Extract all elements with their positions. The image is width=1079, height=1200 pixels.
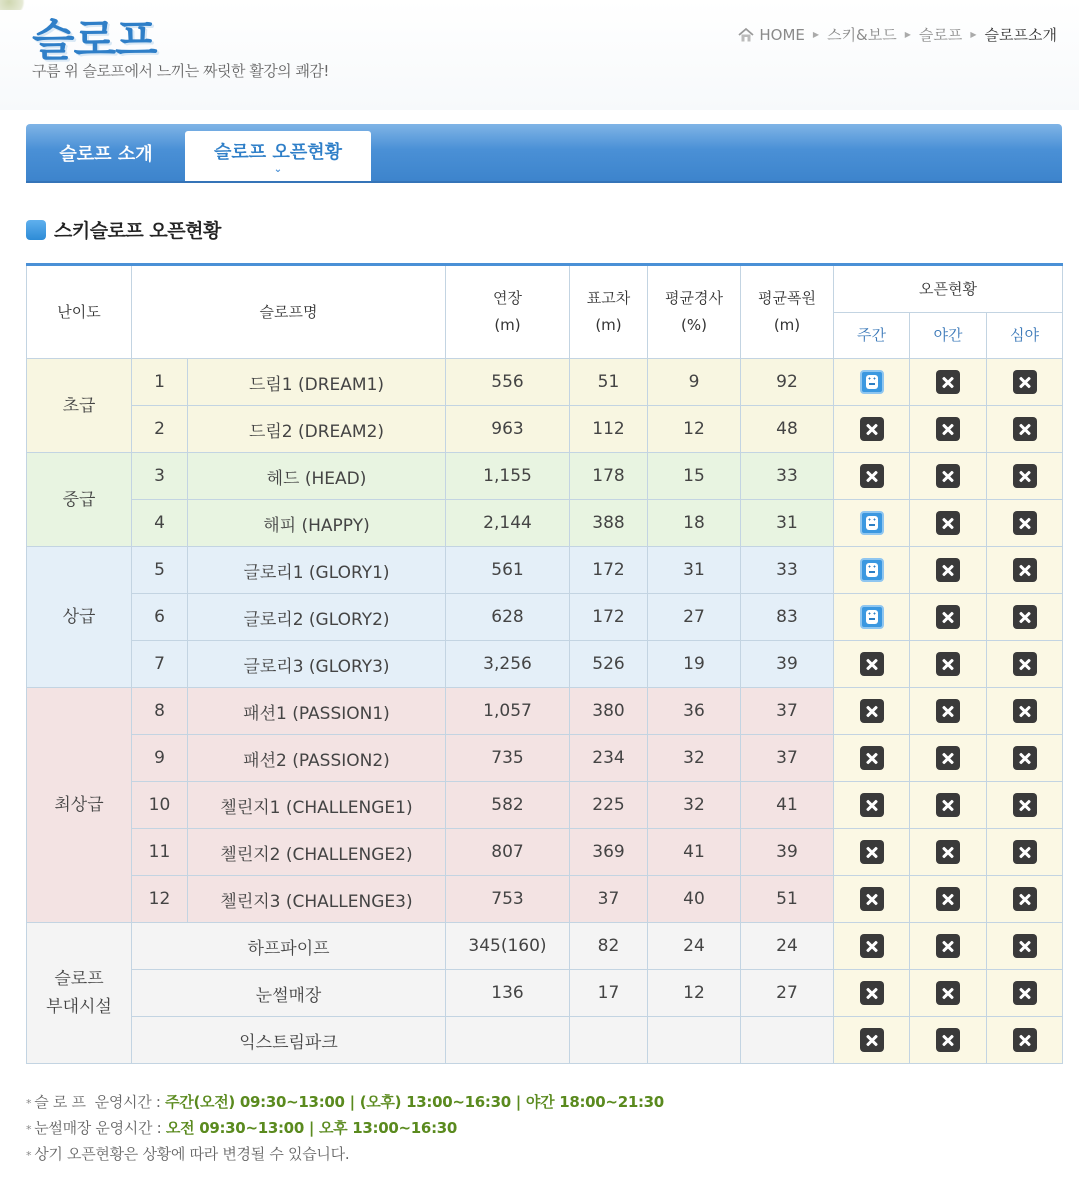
breadcrumb-separator-icon: ▶ — [904, 30, 911, 39]
table-row — [27, 829, 1063, 876]
header-drop-label: 표고차 — [586, 289, 631, 307]
slope-drop: 51 — [570, 359, 648, 406]
status-day — [834, 359, 910, 406]
facility-drop: 17 — [570, 970, 648, 1017]
table-row — [27, 547, 1063, 594]
slope-number: 1 — [132, 359, 188, 406]
slope-number: 2 — [132, 406, 188, 453]
slope-drop: 172 — [570, 594, 648, 641]
facility-length: 136 — [446, 970, 570, 1017]
slope-width: 92 — [741, 359, 834, 406]
breadcrumb-separator-icon: ▶ — [970, 30, 977, 39]
status-night — [910, 453, 987, 500]
page-title: 슬로프 — [32, 15, 157, 66]
status-late-night — [987, 829, 1063, 876]
table-row — [27, 876, 1063, 923]
slope-gradient: 9 — [648, 359, 741, 406]
header-day: 주간 — [834, 313, 910, 359]
slope-gradient: 12 — [648, 406, 741, 453]
header-night: 야간 — [910, 313, 987, 359]
slope-number: 8 — [132, 688, 188, 735]
x-closed-icon — [936, 417, 960, 441]
slope-width: 33 — [741, 453, 834, 500]
breadcrumb-ski-board[interactable]: 스키&보드 — [827, 26, 897, 44]
status-night — [910, 829, 987, 876]
slope-gradient: 36 — [648, 688, 741, 735]
status-late-night — [987, 970, 1063, 1017]
slope-width: 33 — [741, 547, 834, 594]
note-bullet: * — [26, 1149, 32, 1162]
slope-width: 39 — [741, 641, 834, 688]
slope-status-table — [26, 263, 1063, 1064]
x-closed-icon — [1013, 370, 1037, 394]
x-closed-icon — [1013, 605, 1037, 629]
facility-length: 345(160) — [446, 923, 570, 970]
smiley-open-icon — [860, 370, 884, 394]
x-closed-icon — [860, 417, 884, 441]
breadcrumb — [737, 24, 1057, 45]
page-subtitle: 구름 위 슬로프에서 느끼는 짜릿한 활강의 쾌감! — [32, 62, 329, 80]
status-day — [834, 641, 910, 688]
note-bullet: * — [26, 1097, 32, 1110]
header-width — [741, 265, 834, 359]
slope-length: 561 — [446, 547, 570, 594]
x-closed-icon — [1013, 417, 1037, 441]
note-operating-hours — [26, 1090, 664, 1116]
table-row — [27, 641, 1063, 688]
x-closed-icon — [1013, 934, 1037, 958]
tab-slope-intro[interactable] — [26, 124, 186, 181]
slope-width: 41 — [741, 782, 834, 829]
status-late-night — [987, 641, 1063, 688]
slope-drop: 369 — [570, 829, 648, 876]
header-level: 난이도 — [27, 265, 132, 359]
slope-number: 6 — [132, 594, 188, 641]
breadcrumb-slope[interactable]: 슬로프 — [918, 26, 963, 44]
slope-number: 5 — [132, 547, 188, 594]
x-closed-icon — [1013, 558, 1037, 582]
slope-gradient: 31 — [648, 547, 741, 594]
slope-width: 48 — [741, 406, 834, 453]
x-closed-icon — [936, 887, 960, 911]
home-icon[interactable] — [737, 26, 755, 44]
facility-width — [741, 1017, 834, 1064]
status-late-night — [987, 500, 1063, 547]
x-closed-icon — [1013, 511, 1037, 535]
x-closed-icon — [860, 699, 884, 723]
slope-drop: 178 — [570, 453, 648, 500]
status-night — [910, 735, 987, 782]
x-closed-icon — [1013, 464, 1037, 488]
header-slope-label: 평균경사 — [665, 289, 723, 307]
note-value: 주간(오전) 09:30~13:00 | (오후) 13:00~16:30 | 야간 18:00~21:30 — [165, 1093, 664, 1111]
breadcrumb-separator-icon: ▶ — [812, 30, 820, 39]
x-closed-icon — [1013, 981, 1037, 1005]
slope-name: 첼린지2 (CHALLENGE2) — [188, 829, 446, 876]
facility-name: 하프파이프 — [132, 923, 446, 970]
slope-gradient: 32 — [648, 735, 741, 782]
table-row — [27, 735, 1063, 782]
status-day — [834, 594, 910, 641]
table-row — [27, 500, 1063, 547]
header-length-label: 연장 — [493, 289, 522, 307]
table-row — [27, 359, 1063, 406]
slope-length: 582 — [446, 782, 570, 829]
note-bullet: * — [26, 1123, 32, 1136]
square-bullet-icon — [26, 220, 46, 240]
note-label: 눈썰매장 운영시간 : — [34, 1119, 166, 1137]
note-value: 오전 09:30~13:00 | 오후 13:00~16:30 — [165, 1119, 458, 1137]
table-row — [27, 594, 1063, 641]
status-night — [910, 782, 987, 829]
note-text: 상기 오픈현황은 상황에 따라 변경될 수 있습니다. — [34, 1145, 350, 1163]
slope-name: 해피 (HAPPY) — [188, 500, 446, 547]
status-night — [910, 1017, 987, 1064]
x-closed-icon — [1013, 699, 1037, 723]
smiley-open-icon — [860, 511, 884, 535]
tab-label: 슬로프 소개 — [59, 143, 153, 165]
slope-width: 31 — [741, 500, 834, 547]
status-night — [910, 594, 987, 641]
x-closed-icon — [936, 558, 960, 582]
slope-width: 83 — [741, 594, 834, 641]
slope-drop: 234 — [570, 735, 648, 782]
slope-width: 51 — [741, 876, 834, 923]
slope-drop: 172 — [570, 547, 648, 594]
x-closed-icon — [936, 652, 960, 676]
header-open-status: 오픈현황 — [834, 265, 1063, 313]
x-closed-icon — [936, 511, 960, 535]
note-label: 슬 로 프 운영시간 : — [34, 1093, 166, 1111]
status-late-night — [987, 782, 1063, 829]
status-night — [910, 688, 987, 735]
x-closed-icon — [860, 981, 884, 1005]
slope-name: 드림2 (DREAM2) — [188, 406, 446, 453]
status-night — [910, 359, 987, 406]
slope-name: 글로리2 (GLORY2) — [188, 594, 446, 641]
slope-gradient: 18 — [648, 500, 741, 547]
slope-length: 753 — [446, 876, 570, 923]
page-header — [0, 0, 1079, 110]
status-late-night — [987, 923, 1063, 970]
level-expert: 최상급 — [27, 688, 132, 923]
slope-length: 1,057 — [446, 688, 570, 735]
table-row — [27, 782, 1063, 829]
x-closed-icon — [860, 887, 884, 911]
status-late-night — [987, 594, 1063, 641]
slope-gradient: 41 — [648, 829, 741, 876]
x-closed-icon — [860, 746, 884, 770]
table-row — [27, 688, 1063, 735]
table-row — [27, 406, 1063, 453]
notes — [26, 1090, 664, 1168]
slope-gradient: 32 — [648, 782, 741, 829]
x-closed-icon — [860, 793, 884, 817]
section-heading — [26, 216, 221, 243]
slope-width: 37 — [741, 688, 834, 735]
x-closed-icon — [860, 840, 884, 864]
slope-number: 10 — [132, 782, 188, 829]
slope-gradient: 40 — [648, 876, 741, 923]
decoration-image — [0, 0, 30, 10]
status-night — [910, 876, 987, 923]
slope-length: 807 — [446, 829, 570, 876]
slope-name: 드림1 (DREAM1) — [188, 359, 446, 406]
table-row — [27, 923, 1063, 970]
chevron-down-icon: ⌄ — [273, 164, 283, 175]
status-night — [910, 406, 987, 453]
slope-name: 패션2 (PASSION2) — [188, 735, 446, 782]
status-day — [834, 735, 910, 782]
slope-length: 2,144 — [446, 500, 570, 547]
breadcrumb-home[interactable]: HOME — [759, 25, 805, 44]
level-beginner: 초급 — [27, 359, 132, 453]
header-length — [446, 265, 570, 359]
slope-width: 37 — [741, 735, 834, 782]
status-late-night — [987, 1017, 1063, 1064]
slope-drop: 112 — [570, 406, 648, 453]
slope-gradient: 15 — [648, 453, 741, 500]
facility-drop — [570, 1017, 648, 1064]
level-facility-line2: 부대시설 — [46, 997, 112, 1017]
x-closed-icon — [1013, 652, 1037, 676]
slope-number: 4 — [132, 500, 188, 547]
slope-length: 556 — [446, 359, 570, 406]
status-day — [834, 1017, 910, 1064]
status-day — [834, 406, 910, 453]
x-closed-icon — [936, 1028, 960, 1052]
slope-name: 글로리3 (GLORY3) — [188, 641, 446, 688]
breadcrumb-current[interactable]: 슬로프소개 — [984, 26, 1057, 44]
x-closed-icon — [1013, 1028, 1037, 1052]
x-closed-icon — [1013, 746, 1037, 770]
status-late-night — [987, 359, 1063, 406]
slope-length: 3,256 — [446, 641, 570, 688]
slope-width: 39 — [741, 829, 834, 876]
tab-bar — [26, 124, 1062, 181]
facility-length — [446, 1017, 570, 1064]
note-sled-hours — [26, 1116, 664, 1142]
status-day — [834, 782, 910, 829]
x-closed-icon — [1013, 887, 1037, 911]
slope-drop: 225 — [570, 782, 648, 829]
slope-gradient: 27 — [648, 594, 741, 641]
facility-width: 24 — [741, 923, 834, 970]
slope-gradient: 19 — [648, 641, 741, 688]
level-facility-line1: 슬로프 — [54, 969, 104, 989]
header-drop — [570, 265, 648, 359]
table-row — [27, 453, 1063, 500]
x-closed-icon — [936, 934, 960, 958]
slope-number: 7 — [132, 641, 188, 688]
status-day — [834, 500, 910, 547]
slope-name: 글로리1 (GLORY1) — [188, 547, 446, 594]
header-slope — [648, 265, 741, 359]
status-late-night — [987, 406, 1063, 453]
facility-width: 27 — [741, 970, 834, 1017]
status-day — [834, 547, 910, 594]
facility-gradient: 24 — [648, 923, 741, 970]
facility-gradient — [648, 1017, 741, 1064]
x-closed-icon — [936, 699, 960, 723]
status-day — [834, 970, 910, 1017]
x-closed-icon — [1013, 793, 1037, 817]
status-night — [910, 500, 987, 547]
slope-drop: 37 — [570, 876, 648, 923]
smiley-open-icon — [860, 605, 884, 629]
note-disclaimer — [26, 1142, 664, 1168]
table-row — [27, 1017, 1063, 1064]
x-closed-icon — [936, 840, 960, 864]
header-length-unit: (m) — [494, 316, 521, 334]
slope-number: 9 — [132, 735, 188, 782]
table-body — [27, 359, 1063, 1064]
tab-label: 슬로프 오픈현황 — [214, 142, 342, 163]
status-night — [910, 641, 987, 688]
slope-length: 1,155 — [446, 453, 570, 500]
status-late-night — [987, 688, 1063, 735]
status-day — [834, 876, 910, 923]
slope-name: 패션1 (PASSION1) — [188, 688, 446, 735]
header-width-label: 평균폭원 — [758, 289, 816, 307]
tab-slope-open-status[interactable] — [185, 131, 371, 181]
facility-name: 눈썰매장 — [132, 970, 446, 1017]
x-closed-icon — [860, 652, 884, 676]
status-late-night — [987, 735, 1063, 782]
x-closed-icon — [936, 981, 960, 1005]
slope-name: 첼린지1 (CHALLENGE1) — [188, 782, 446, 829]
level-intermediate: 중급 — [27, 453, 132, 547]
x-closed-icon — [936, 370, 960, 394]
level-advanced: 상급 — [27, 547, 132, 688]
x-closed-icon — [936, 793, 960, 817]
header-slope-name: 슬로프명 — [132, 265, 446, 359]
smiley-open-icon — [860, 558, 884, 582]
facility-name: 익스트림파크 — [132, 1017, 446, 1064]
x-closed-icon — [860, 934, 884, 958]
header-width-unit: (m) — [773, 316, 801, 334]
level-facility — [27, 923, 132, 1064]
x-closed-icon — [860, 464, 884, 488]
slope-number: 12 — [132, 876, 188, 923]
status-day — [834, 829, 910, 876]
status-day — [834, 688, 910, 735]
x-closed-icon — [936, 605, 960, 629]
slope-number: 11 — [132, 829, 188, 876]
slope-length: 735 — [446, 735, 570, 782]
x-closed-icon — [1013, 840, 1037, 864]
status-night — [910, 547, 987, 594]
slope-drop: 380 — [570, 688, 648, 735]
section-heading-text: 스키슬로프 오픈현황 — [54, 220, 221, 242]
status-late-night — [987, 453, 1063, 500]
table-row — [27, 970, 1063, 1017]
slope-name: 첼린지3 (CHALLENGE3) — [188, 876, 446, 923]
x-closed-icon — [860, 1028, 884, 1052]
status-night — [910, 970, 987, 1017]
facility-gradient: 12 — [648, 970, 741, 1017]
slope-drop: 526 — [570, 641, 648, 688]
slope-name: 헤드 (HEAD) — [188, 453, 446, 500]
slope-drop: 388 — [570, 500, 648, 547]
status-day — [834, 923, 910, 970]
slope-number: 3 — [132, 453, 188, 500]
header-drop-unit: (m) — [595, 316, 622, 334]
slope-length: 963 — [446, 406, 570, 453]
facility-drop: 82 — [570, 923, 648, 970]
status-late-night — [987, 876, 1063, 923]
header-slope-unit: (%) — [681, 316, 707, 334]
x-closed-icon — [936, 746, 960, 770]
status-night — [910, 923, 987, 970]
header-late-night: 심야 — [987, 313, 1063, 359]
x-closed-icon — [936, 464, 960, 488]
slope-length: 628 — [446, 594, 570, 641]
status-late-night — [987, 547, 1063, 594]
status-day — [834, 453, 910, 500]
